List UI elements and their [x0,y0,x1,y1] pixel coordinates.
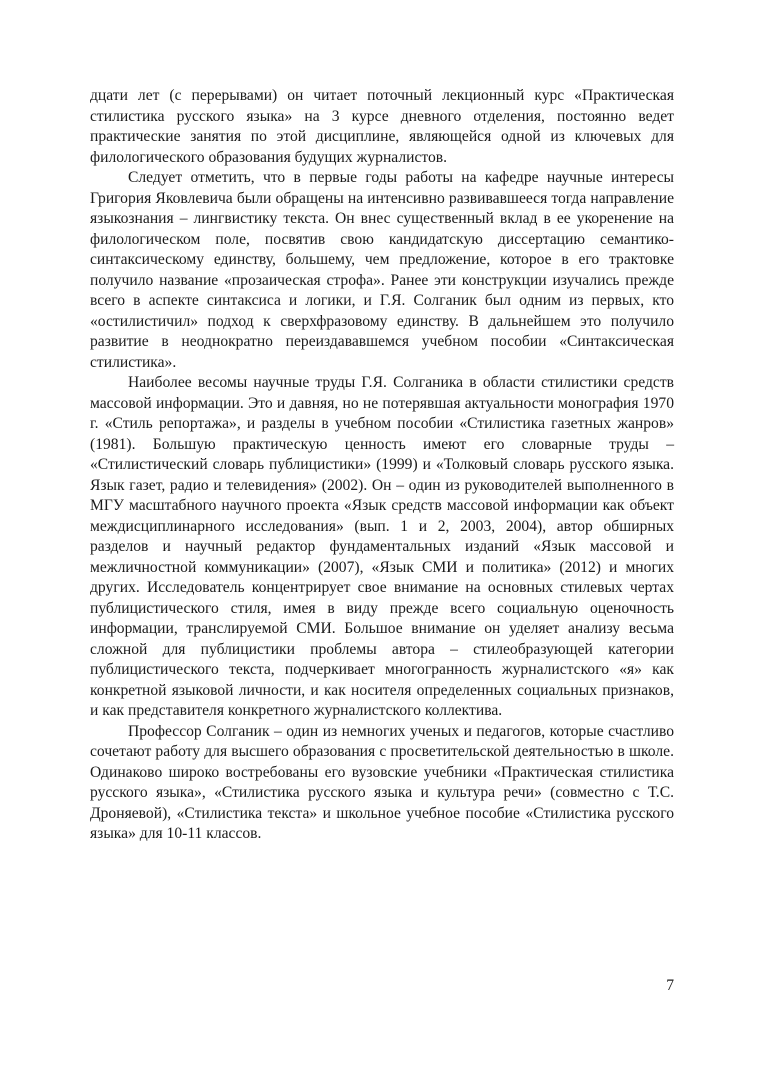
paragraph: Наиболее весомы научные труды Г.Я. Солганика в области стилистики средств массовой информации. Это и давняя, но не потерявшая актуальности монография 1970 г. «Стиль репортажа», и разделы в учебном пособии «Стилистика газетных жанров» (1981). Большую практическую ценность имеют его словарные труды – «Стилистический словарь публицистики» (1999) и «Толковый словарь русского языка. Язык газет, радио и телевидения» (2002). Он – один из руководителей выполненного в МГУ масштабного научного проекта «Язык средств массовой информации как объект междисциплинарного исследования» (вып. 1 и 2, 2003, 2004), автор обширных разделов и научный редактор фундаментальных изданий «Язык массовой и межличностной коммуникации» (2007), «Язык СМИ и политика» (2012) и многих других. Исследователь концентрирует свое внимание на основных стилевых чертах публицистического стиля, имея в виду прежде всего социальную оценочность информации, транслируемой СМИ. Большое внимание он уделяет анализу весьма сложной для публицистики проблемы автора – стилеобразующей категории публицистического текста, подчеркивает многогранность журналистского «я» как конкретной языковой личности, и как носителя определенных социальных признаков, и как представителя конкретного журналистского коллектива. [90,374,674,719]
paragraph: Следует отметить, что в первые годы работы на кафедре научные интересы Григория Яковлевича были обращены на интенсивно развивавшееся тогда направление языкознания – лингвистику текста. Он внес существенный вклад в ее укоренение на филологическом поле, посвятив свою кандидатскую диссертацию семантико-синтаксическому единству, большему, чем предложение, которое в его трактовке получило название «прозаическая строфа». Ранее эти конструкции изучались прежде всего в аспекте синтаксиса и логики, и Г.Я. Солганик был одним из первых, кто «остилистичил» подход к сверхфразовому единству. В дальнейшем это получило развитие в неоднократно переиздававшемся учебном пособии «Синтаксическая стилистика». [90,169,674,371]
page-text-body [90,86,674,845]
paragraph-continuation: дцати лет (с перерывами) он читает поточный лекционный курс «Практическая стилистика русского языка» на 3 курсе дневного отделения, постоянно ведет практические занятия по этой дисциплине, являющейся одной из ключевых для филологического образования будущих журналистов. [90,87,674,166]
page-number: 7 [666,977,674,994]
paragraph: Профессор Солганик – один из немногих ученых и педагогов, которые счастливо сочетают работу для высшего образования с просветительской деятельностью в школе. Одинаково широко востребованы его вузовские учебники «Практическая стилистика русского языка», «Стилистика русского языка и культура речи» (совместно с Т.С. Дроняевой), «Стилистика текста» и школьное учебное пособие «Стилистика русского языка» для 10-11 классов. [90,722,674,842]
